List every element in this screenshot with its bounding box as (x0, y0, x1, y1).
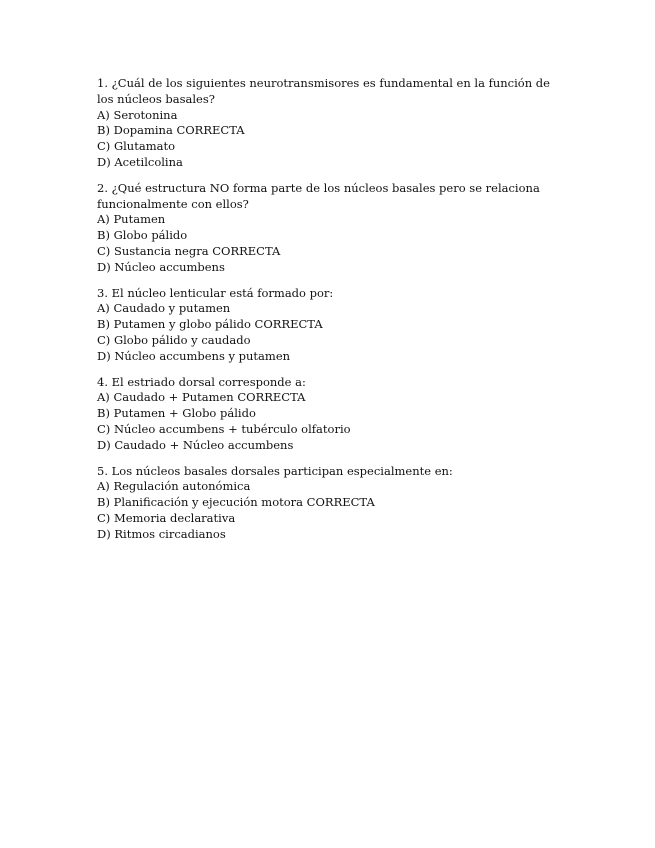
option-d: D) Núcleo accumbens (97, 259, 225, 274)
option-a: A) Putamen (97, 212, 166, 227)
question-text: 5. Los núcleos basales dorsales participan especialmente en: (97, 463, 453, 478)
option-b: B) Putamen y globo pálido CORRECTA (97, 317, 323, 332)
option-b: B) Dopamina CORRECTA (97, 123, 245, 138)
question-text: 3. El núcleo lenticular está formado por: (97, 285, 334, 300)
option-d: D) Ritmos circadianos (97, 526, 226, 541)
question-text: 4. El estriado dorsal corresponde a: (97, 374, 306, 389)
option-a: A) Serotonina (97, 107, 178, 122)
option-d: D) Caudado + Núcleo accumbens (97, 437, 294, 452)
option-c: C) Sustancia negra CORRECTA (97, 243, 281, 258)
option-c: C) Glutamato (97, 139, 175, 154)
option-a: A) Caudado y putamen (97, 301, 231, 316)
option-b: B) Planificación y ejecución motora CORRECTA (97, 495, 375, 510)
question-4 (97, 375, 567, 454)
question-5 (97, 464, 567, 543)
option-a: A) Regulación autonómica (97, 479, 251, 494)
question-3 (97, 286, 567, 365)
question-text: 1. ¿Cuál de los siguientes neurotransmisores es fundamental en la función de los núcleos basales? (97, 76, 550, 106)
option-b: B) Globo pálido (97, 228, 188, 243)
option-c: C) Núcleo accumbens + tubérculo olfatorio (97, 421, 351, 436)
option-d: D) Núcleo accumbens y putamen (97, 348, 291, 363)
question-text: 2. ¿Qué estructura NO forma parte de los núcleos basales pero se relaciona funcionalmente con ellos? (97, 180, 540, 211)
option-b: B) Putamen + Globo pálido (97, 406, 256, 421)
option-c: C) Memoria declarativa (97, 510, 236, 525)
document-page (97, 76, 567, 553)
option-d: D) Acetilcolina (97, 154, 183, 169)
option-c: C) Globo pálido y caudado (97, 332, 251, 347)
option-a: A) Caudado + Putamen CORRECTA (97, 390, 306, 405)
question-1 (97, 76, 567, 171)
question-2 (97, 181, 567, 276)
